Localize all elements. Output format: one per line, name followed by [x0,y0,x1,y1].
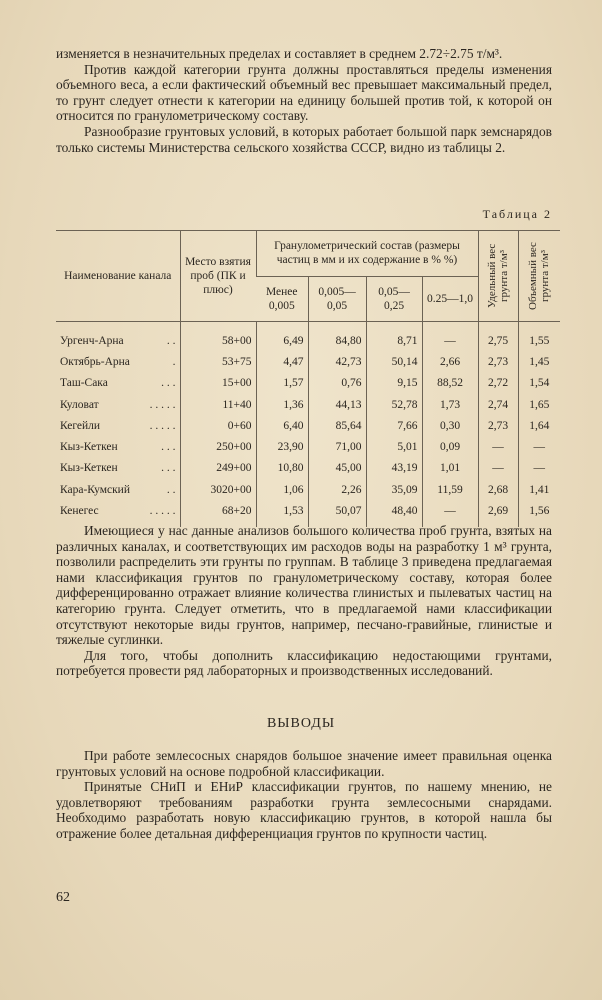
cell-canal: Таш-Сака . . . [60,377,176,390]
cell-c2: 45,00 [308,458,366,479]
paragraph: При работе землесосных снарядов большое значение имеет правильная оценка грунтовых условий на основе подробной классификации. [56,748,552,779]
cell-c4: 1,73 [422,394,478,415]
cell-c1: 1,36 [256,394,308,415]
cell-place: 250+00 [180,436,256,457]
cell-place: 68+20 [180,500,256,526]
cell-sp: 2,68 [478,479,518,500]
paragraph: Против каждой категории грунта должны проставляться пределы изменения объемного веса, а если фактический объемный вес превышает максимальный предел, то грунт следует отнести к категории на единицу большей против той, к которой он относится по гранулометрическому составу. [56,61,552,124]
table-row [56,322,560,352]
table-row [56,415,560,436]
header-place: Место взятия проб (ПК и плюс) [180,231,256,322]
cell-canal: Ургенч-Арна . . [60,334,176,347]
cell-place: 58+00 [180,322,256,352]
text-block-middle [56,523,552,679]
cell-c3: 35,09 [366,479,422,500]
cell-c4: 88,52 [422,373,478,394]
cell-c3: 52,78 [366,394,422,415]
cell-c2: 71,00 [308,436,366,457]
cell-c4: — [422,322,478,352]
header-sub-4: 0.25—1,0 [422,276,478,322]
cell-c3: 5,01 [366,436,422,457]
cell-place: 3020+00 [180,479,256,500]
cell-canal: Кыз-Кеткен . . . [60,462,176,475]
cell-c2: 50,07 [308,500,366,526]
cell-sp: 2,69 [478,500,518,526]
cell-c3: 7,66 [366,415,422,436]
cell-vol: 1,41 [518,479,560,500]
cell-c2: 85,64 [308,415,366,436]
header-specific-weight: Удельный вес грунта т/м³ [478,231,518,322]
paragraph: Имеющиеся у нас данные анализов большого количества проб грунта, взятых на различных каналах, и соответствующих им расходов воды на разработку 1 м³ грунта, позволили распределить эти грунты по группам. В таблице 3 приведена предлагаемая нами классификация грунтов по гранулометрическому составу, которая более дифференцированно отражает влияние количества глинистых и пылеватых частиц на категорию грунта. Следует отметить, что в предлагаемой нами классификации отсутствуют некоторые виды грунтов, например, песчано-гравийные, глинистые и тяжелые суглинки. [56,523,552,648]
cell-canal: Кегейли . . . . . [60,419,176,432]
cell-c3: 8,71 [366,322,422,352]
table-row [56,479,560,500]
cell-place: 15+00 [180,373,256,394]
cell-c1: 6,40 [256,415,308,436]
cell-c2: 44,13 [308,394,366,415]
paragraph: изменяется в незначительных пределах и составляет в среднем 2.72÷2.75 т/м³. [56,46,503,61]
cell-c3: 43,19 [366,458,422,479]
cell-c1: 1,06 [256,479,308,500]
cell-c1: 10,80 [256,458,308,479]
cell-sp: 2,73 [478,351,518,372]
page-number: 62 [56,890,70,905]
cell-c4: — [422,500,478,526]
cell-c4: 0,09 [422,436,478,457]
cell-sp: — [478,436,518,457]
cell-c1: 1,57 [256,373,308,394]
cell-c1: 1,53 [256,500,308,526]
cell-c3: 50,14 [366,351,422,372]
table-caption: Таблица 2 [482,207,552,221]
cell-c2: 0,76 [308,373,366,394]
table-row [56,351,560,372]
cell-c4: 2,66 [422,351,478,372]
header-canal: Наименование канала [56,231,180,322]
cell-c4: 0,30 [422,415,478,436]
table-row [56,373,560,394]
cell-c1: 4,47 [256,351,308,372]
cell-c4: 1,01 [422,458,478,479]
cell-vol: 1,65 [518,394,560,415]
header-sub-1: Менее 0,005 [256,276,308,322]
cell-vol: — [518,458,560,479]
cell-vol: — [518,436,560,457]
section-heading: ВЫВОДЫ [266,716,336,731]
cell-canal: Куловат . . . . . [60,398,176,411]
cell-vol: 1,45 [518,351,560,372]
header-sub-3: 0,05—0,25 [366,276,422,322]
table-row [56,436,560,457]
cell-place: 11+40 [180,394,256,415]
cell-vol: 1,56 [518,500,560,526]
cell-sp: 2,73 [478,415,518,436]
cell-c1: 6,49 [256,322,308,352]
cell-canal: Кыз-Кеткен . . . [60,441,176,454]
data-table [56,230,560,527]
cell-c3: 9,15 [366,373,422,394]
cell-c2: 42,73 [308,351,366,372]
cell-c1: 23,90 [256,436,308,457]
cell-vol: 1,55 [518,322,560,352]
cell-c3: 48,40 [366,500,422,526]
cell-c4: 11,59 [422,479,478,500]
header-volume-weight: Объемный вес грунта т/м³ [518,231,560,322]
cell-canal: Кенегес . . . . . [60,505,176,518]
header-granulometric: Гранулометрический состав (размеры частиц в мм и их содержание в % %) [256,231,478,277]
text-block-top [56,46,552,155]
cell-vol: 1,64 [518,415,560,436]
cell-place: 249+00 [180,458,256,479]
cell-c2: 84,80 [308,322,366,352]
table-row [56,458,560,479]
cell-vol: 1,54 [518,373,560,394]
cell-sp: — [478,458,518,479]
cell-place: 53+75 [180,351,256,372]
cell-sp: 2,74 [478,394,518,415]
cell-canal: Кара-Кумский . . [60,483,176,496]
cell-sp: 2,72 [478,373,518,394]
text-block-bottom [56,748,552,842]
paragraph: Для того, чтобы дополнить классификацию недостающими грунтами, потребуется провести ряд лабораторных и производственных исследований. [56,647,552,679]
header-sub-2: 0,005—0,05 [308,276,366,322]
paragraph: Принятые СНиП и ЕНиР классификации грунтов, по нашему мнению, не удовлетворяют требованиям разработки грунта землесосными снарядами. Необходимо разработать новую классификацию грунтов, в которой нашла бы отражение более детальная дифференциация грунтов по крупности частиц. [56,779,552,841]
cell-canal: Октябрь-Арна . [60,355,176,368]
cell-place: 0+60 [180,415,256,436]
paragraph: Разнообразие грунтовых условий, в которых работает большой парк земснарядов только системы Министерства сельского хозяйства СССР, видно из таблицы 2. [56,123,552,155]
table-row [56,394,560,415]
cell-sp: 2,75 [478,322,518,352]
cell-c2: 2,26 [308,479,366,500]
